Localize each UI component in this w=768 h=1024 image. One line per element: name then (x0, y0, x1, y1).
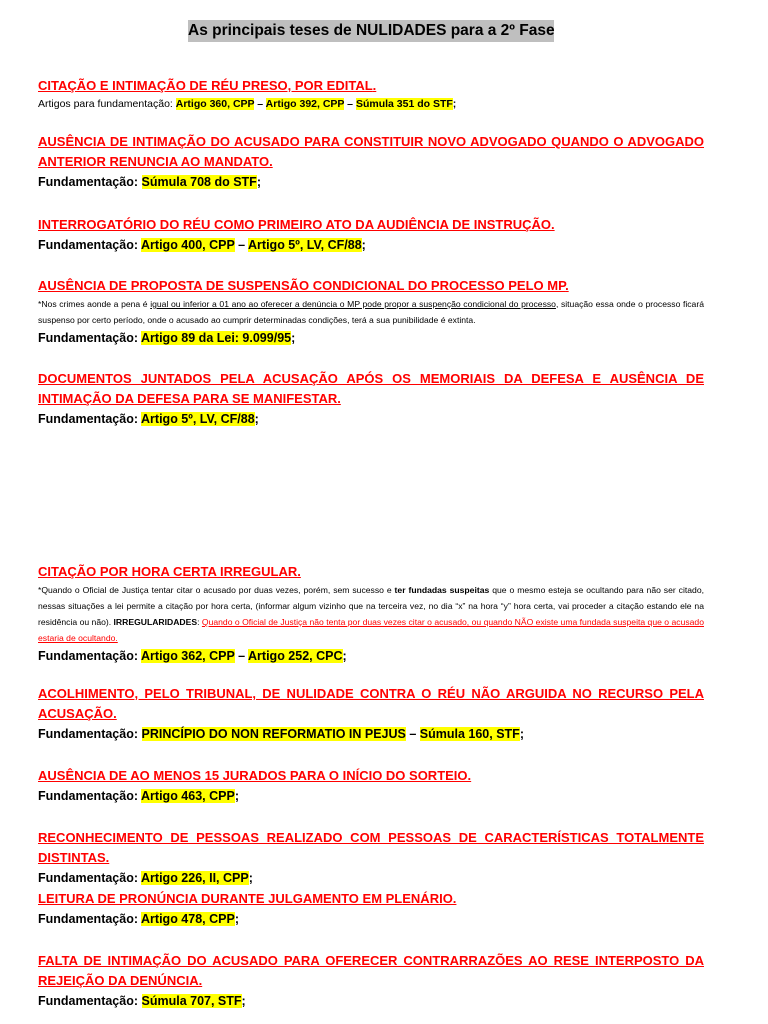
section-documentos-memoriais (38, 369, 704, 429)
section-heading: AUSÊNCIA DE PROPOSTA DE SUSPENSÃO CONDICIONAL DO PROCESSO PELO MP (38, 278, 566, 293)
section-interrogatorio (38, 215, 704, 255)
legal-reference: Artigo 400, CPP (141, 238, 235, 252)
legal-reference: Artigo 362, CPP (141, 649, 235, 663)
legal-reference: Artigo 392, CPP (265, 98, 345, 110)
legal-reference: Artigo 252, CPC (248, 649, 343, 663)
legal-reference: Artigo 5º, LV, CF/88 (141, 412, 255, 426)
section-heading: RECONHECIMENTO DE PESSOAS REALIZADO COM PESSOAS DE CARACTERÍSTICAS TOTALMENTE DISTINTAS. (38, 830, 704, 865)
section-citacao-hora-certa (38, 562, 704, 666)
legal-reference: Artigo 360, CPP (175, 98, 255, 110)
section-suspensao-condicional: AUSÊNCIA DE PROPOSTA DE SUSPENSÃO CONDICIONAL DO PROCESSO PELO MP. *Nos crimes aonde a pena é igual ou inferior a 01 ano ao oferecer a denúncia o MP pode propor a suspenção condicional do processo, situação essa onde o processo ficará suspenso por certo período, onde o acusado ao cumprir determinadas condições, terá a sua punibilidade é extinta. Fundamentação: Artigo 89 da Lei: 9.099/95; (38, 276, 704, 348)
explanatory-note: *Nos crimes aonde a pena é igual ou inferior a 01 ano ao oferecer a denúncia o MP pode propor a suspenção condicional do processo, situação essa onde o processo ficará suspenso por certo período, onde o acusado ao cumprir determinadas condições, terá a sua punibilidade é extinta. (38, 299, 704, 325)
legal-reference: PRINCÍPIO DO NON REFORMATIO IN PEJUS (141, 727, 406, 741)
section-heading: DOCUMENTOS JUNTADOS PELA ACUSAÇÃO APÓS OS MEMORIAIS DA DEFESA E AUSÊNCIA DE INTIMAÇÃO DA DEFESA PARA SE MANIFESTAR. (38, 371, 704, 406)
legal-reference: Súmula 160, STF (419, 727, 520, 741)
section-heading: LEITURA DE PRONÚNCIA DURANTE JULGAMENTO EM PLENÁRIO. (38, 891, 457, 906)
section-citacao-edital: CITAÇÃO E INTIMAÇÃO DE RÉU PRESO, POR EDITAL. Artigos para fundamentação: Artigo 360, CPP – Artigo 392, CPP – Súmula 351 do STF; (38, 76, 704, 113)
page-title: As principais teses de NULIDADES para a 2º Fase (188, 20, 554, 42)
section-leitura-pronuncia (38, 889, 704, 929)
section-heading: CITAÇÃO POR HORA CERTA IRREGULAR. (38, 564, 301, 579)
fundamentacao-line: Artigos para fundamentação: Artigo 360, CPP – Artigo 392, CPP – Súmula 351 do STF; (38, 98, 457, 110)
legal-reference: Artigo 89 da Lei: 9.099/95 (141, 331, 292, 345)
irregularities-text: Quando o Oficial de Justiça não tenta por duas vezes citar o acusado, ou quando NÃO existe uma fundada suspeita que o acusado estaria de ocultando. (38, 617, 704, 643)
fundamentacao-line: Fundamentação: Súmula 707, STF; (38, 994, 246, 1008)
fundamentacao-line: Fundamentação: Artigo 89 da Lei: 9.099/95; (38, 331, 296, 345)
section-heading: CITAÇÃO E INTIMAÇÃO DE RÉU PRESO, POR EDITAL (38, 78, 373, 93)
section-reconhecimento-pessoas (38, 828, 704, 888)
fundamentacao-line: Fundamentação: PRINCÍPIO DO NON REFORMATIO IN PEJUS – Súmula 160, STF; (38, 727, 524, 741)
section-acolhimento-nulidade (38, 684, 704, 744)
legal-reference: Súmula 707, STF (141, 994, 242, 1008)
legal-reference: Artigo 5º, LV, CF/88 (248, 238, 362, 252)
legal-reference: Súmula 351 do STF (355, 98, 453, 110)
fundamentacao-line: Fundamentação: Artigo 400, CPP – Artigo 5º, LV, CF/88; (38, 238, 366, 252)
fundamentacao-line: Fundamentação: Artigo 362, CPP – Artigo 252, CPC; (38, 649, 347, 663)
fundamentacao-line: Fundamentação: Artigo 478, CPP; (38, 912, 239, 926)
legal-reference: Artigo 226, II, CPP (141, 871, 249, 885)
fundamentacao-line: Fundamentação: Artigo 226, II, CPP; (38, 871, 253, 885)
section-heading: FALTA DE INTIMAÇÃO DO ACUSADO PARA OFERECER CONTRARRAZÕES AO RESE INTERPOSTO DA REJEIÇÃO DA DENÚNCIA. (38, 953, 704, 988)
legal-reference: Artigo 463, CPP (141, 789, 235, 803)
legal-reference: Súmula 708 do STF (141, 175, 257, 189)
explanatory-note: *Quando o Oficial de Justiça tentar citar o acusado por duas vezes, porém, sem sucesso e ter fundadas suspeitas que o mesmo esteja se ocultando para não ser citado, nessas situações a lei permite a citação por hora certa, (informar algum vizinho que na terceira vez, no dia “x” na hora “y” hora certa, vai proceder a citação estando ele na residência ou não). IRREGULARIDADES: Quando o Oficial de Justiça não tenta por duas vezes citar o acusado, ou quando NÃO existe uma fundada suspeita que o acusado estaria de ocultando. (38, 585, 705, 643)
fundamentacao-line: Fundamentação: Artigo 463, CPP; (38, 789, 239, 803)
section-heading: AUSÊNCIA DE INTIMAÇÃO DO ACUSADO PARA CONSTITUIR NOVO ADVOGADO QUANDO O ADVOGADO ANTERIOR RENUNCIA AO MANDATO. (38, 134, 704, 169)
legal-reference: Artigo 478, CPP (141, 912, 235, 926)
section-heading: ACOLHIMENTO, PELO TRIBUNAL, DE NULIDADE CONTRA O RÉU NÃO ARGUIDA NO RECURSO PELA ACUSAÇÃO. (38, 686, 704, 721)
section-contrarrazoes-rese (38, 951, 704, 1011)
fundamentacao-line: Fundamentação: Súmula 708 do STF; (38, 175, 261, 189)
section-jurados (38, 766, 704, 806)
section-heading: INTERROGATÓRIO DO RÉU COMO PRIMEIRO ATO DA AUDIÊNCIA DE INSTRUÇÃO. (38, 217, 555, 232)
section-intimacao-novo-advogado (38, 132, 704, 192)
section-heading: AUSÊNCIA DE AO MENOS 15 JURADOS PARA O INÍCIO DO SORTEIO. (38, 768, 472, 783)
fundamentacao-line: Fundamentação: Artigo 5º, LV, CF/88; (38, 412, 259, 426)
